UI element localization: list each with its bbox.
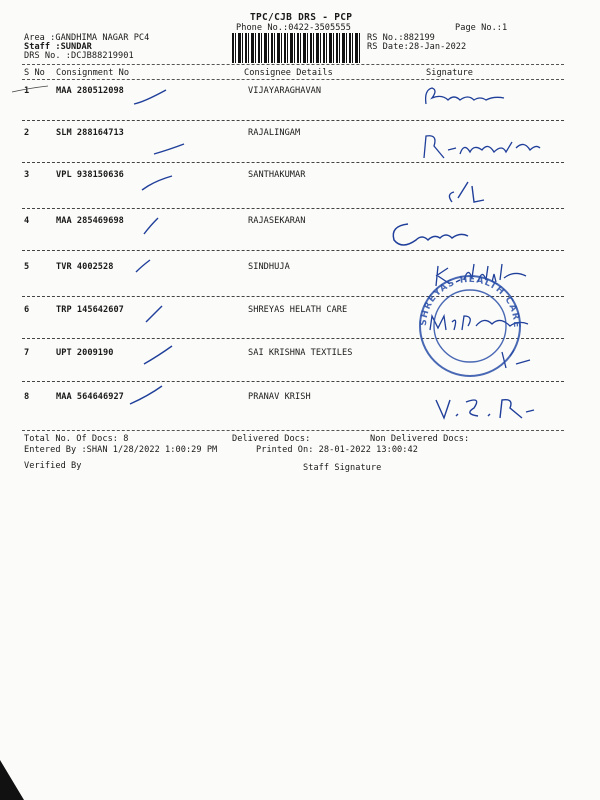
tick-mark (126, 384, 166, 410)
row-sno: 6 (24, 305, 30, 315)
drs-number: DRS No. :DCJB88219901 (24, 51, 134, 61)
company-stamp (410, 270, 530, 380)
barcode (232, 33, 360, 63)
tick-mark (140, 302, 170, 326)
document-title: TPC/CJB DRS - PCP (250, 12, 353, 23)
tick-mark (130, 88, 170, 108)
signature-image (388, 216, 478, 256)
rs-number: RS No.:882199 (367, 33, 435, 43)
signature-image (420, 84, 510, 110)
consignee-name: PRANAV KRISH (248, 392, 311, 402)
col-header-consignee: Consignee Details (244, 68, 333, 78)
divider (22, 208, 564, 209)
consignment-number: TVR 4002528 (56, 262, 114, 272)
staff-signature-label: Staff Signature (303, 463, 382, 473)
row-sno: 2 (24, 128, 30, 138)
rs-date: RS Date:28-Jan-2022 (367, 42, 467, 52)
consignment-number: SLM 288164713 (56, 128, 124, 138)
consignee-name: RAJASEKARAN (248, 216, 306, 226)
consignment-number: TRP 145642607 (56, 305, 124, 315)
tick-mark (138, 214, 168, 238)
svg-text:SHREYAS HEALTH CARE: SHREYAS HEALTH CARE (418, 274, 522, 329)
row-sno: 3 (24, 170, 30, 180)
col-header-consignment: Consignment No (56, 68, 130, 78)
tick-mark (138, 172, 178, 194)
divider (22, 64, 564, 65)
col-header-sno: S No (24, 68, 45, 78)
page-number: Page No.:1 (455, 23, 508, 33)
area-field: Area :GANDHIMA NAGAR PC4 (24, 33, 150, 43)
signature-image (416, 128, 546, 168)
consignment-number: MAA 285469698 (56, 216, 124, 226)
staff-field: Staff :SUNDAR (24, 42, 92, 52)
non-delivered-docs: Non Delivered Docs: (370, 434, 470, 444)
consignment-number: MAA 564646927 (56, 392, 124, 402)
consignee-name: SANTHAKUMAR (248, 170, 306, 180)
consignee-name: SINDHUJA (248, 262, 290, 272)
divider (22, 430, 564, 431)
edge-mark (10, 84, 50, 96)
phone-number: Phone No.:0422-3505555 (236, 23, 351, 33)
row-sno: 1 (24, 86, 30, 96)
total-docs: Total No. Of Docs: 8 (24, 434, 129, 444)
divider (22, 79, 564, 80)
consignment-number: VPL 938150636 (56, 170, 124, 180)
consignment-number: UPT 2009190 (56, 348, 114, 358)
consignee-name: SAI KRISHNA TEXTILES (248, 348, 353, 358)
verified-by: Verified By (24, 461, 82, 471)
row-sno: 8 (24, 392, 30, 402)
row-sno: 7 (24, 348, 30, 358)
tick-mark (140, 342, 176, 368)
scan-corner (0, 760, 40, 800)
consignment-number: MAA 280512098 (56, 86, 124, 96)
divider (22, 120, 564, 121)
delivered-docs: Delivered Docs: (232, 434, 311, 444)
divider (22, 381, 564, 382)
row-sno: 4 (24, 216, 30, 226)
consignee-name: RAJALINGAM (248, 128, 301, 138)
divider (22, 250, 564, 251)
consignee-name: VIJAYARAGHAVAN (248, 86, 322, 96)
signature-image (430, 392, 550, 426)
signature-image (444, 178, 494, 208)
tick-mark (150, 138, 190, 158)
printed-on: Printed On: 28-01-2022 13:00:42 (256, 445, 418, 455)
row-sno: 5 (24, 262, 30, 272)
col-header-signature: Signature (426, 68, 474, 78)
consignee-name: SHREYAS HELATH CARE (248, 305, 348, 315)
tick-mark (130, 256, 160, 276)
entered-by: Entered By :SHAN 1/28/2022 1:00:29 PM (24, 445, 218, 455)
